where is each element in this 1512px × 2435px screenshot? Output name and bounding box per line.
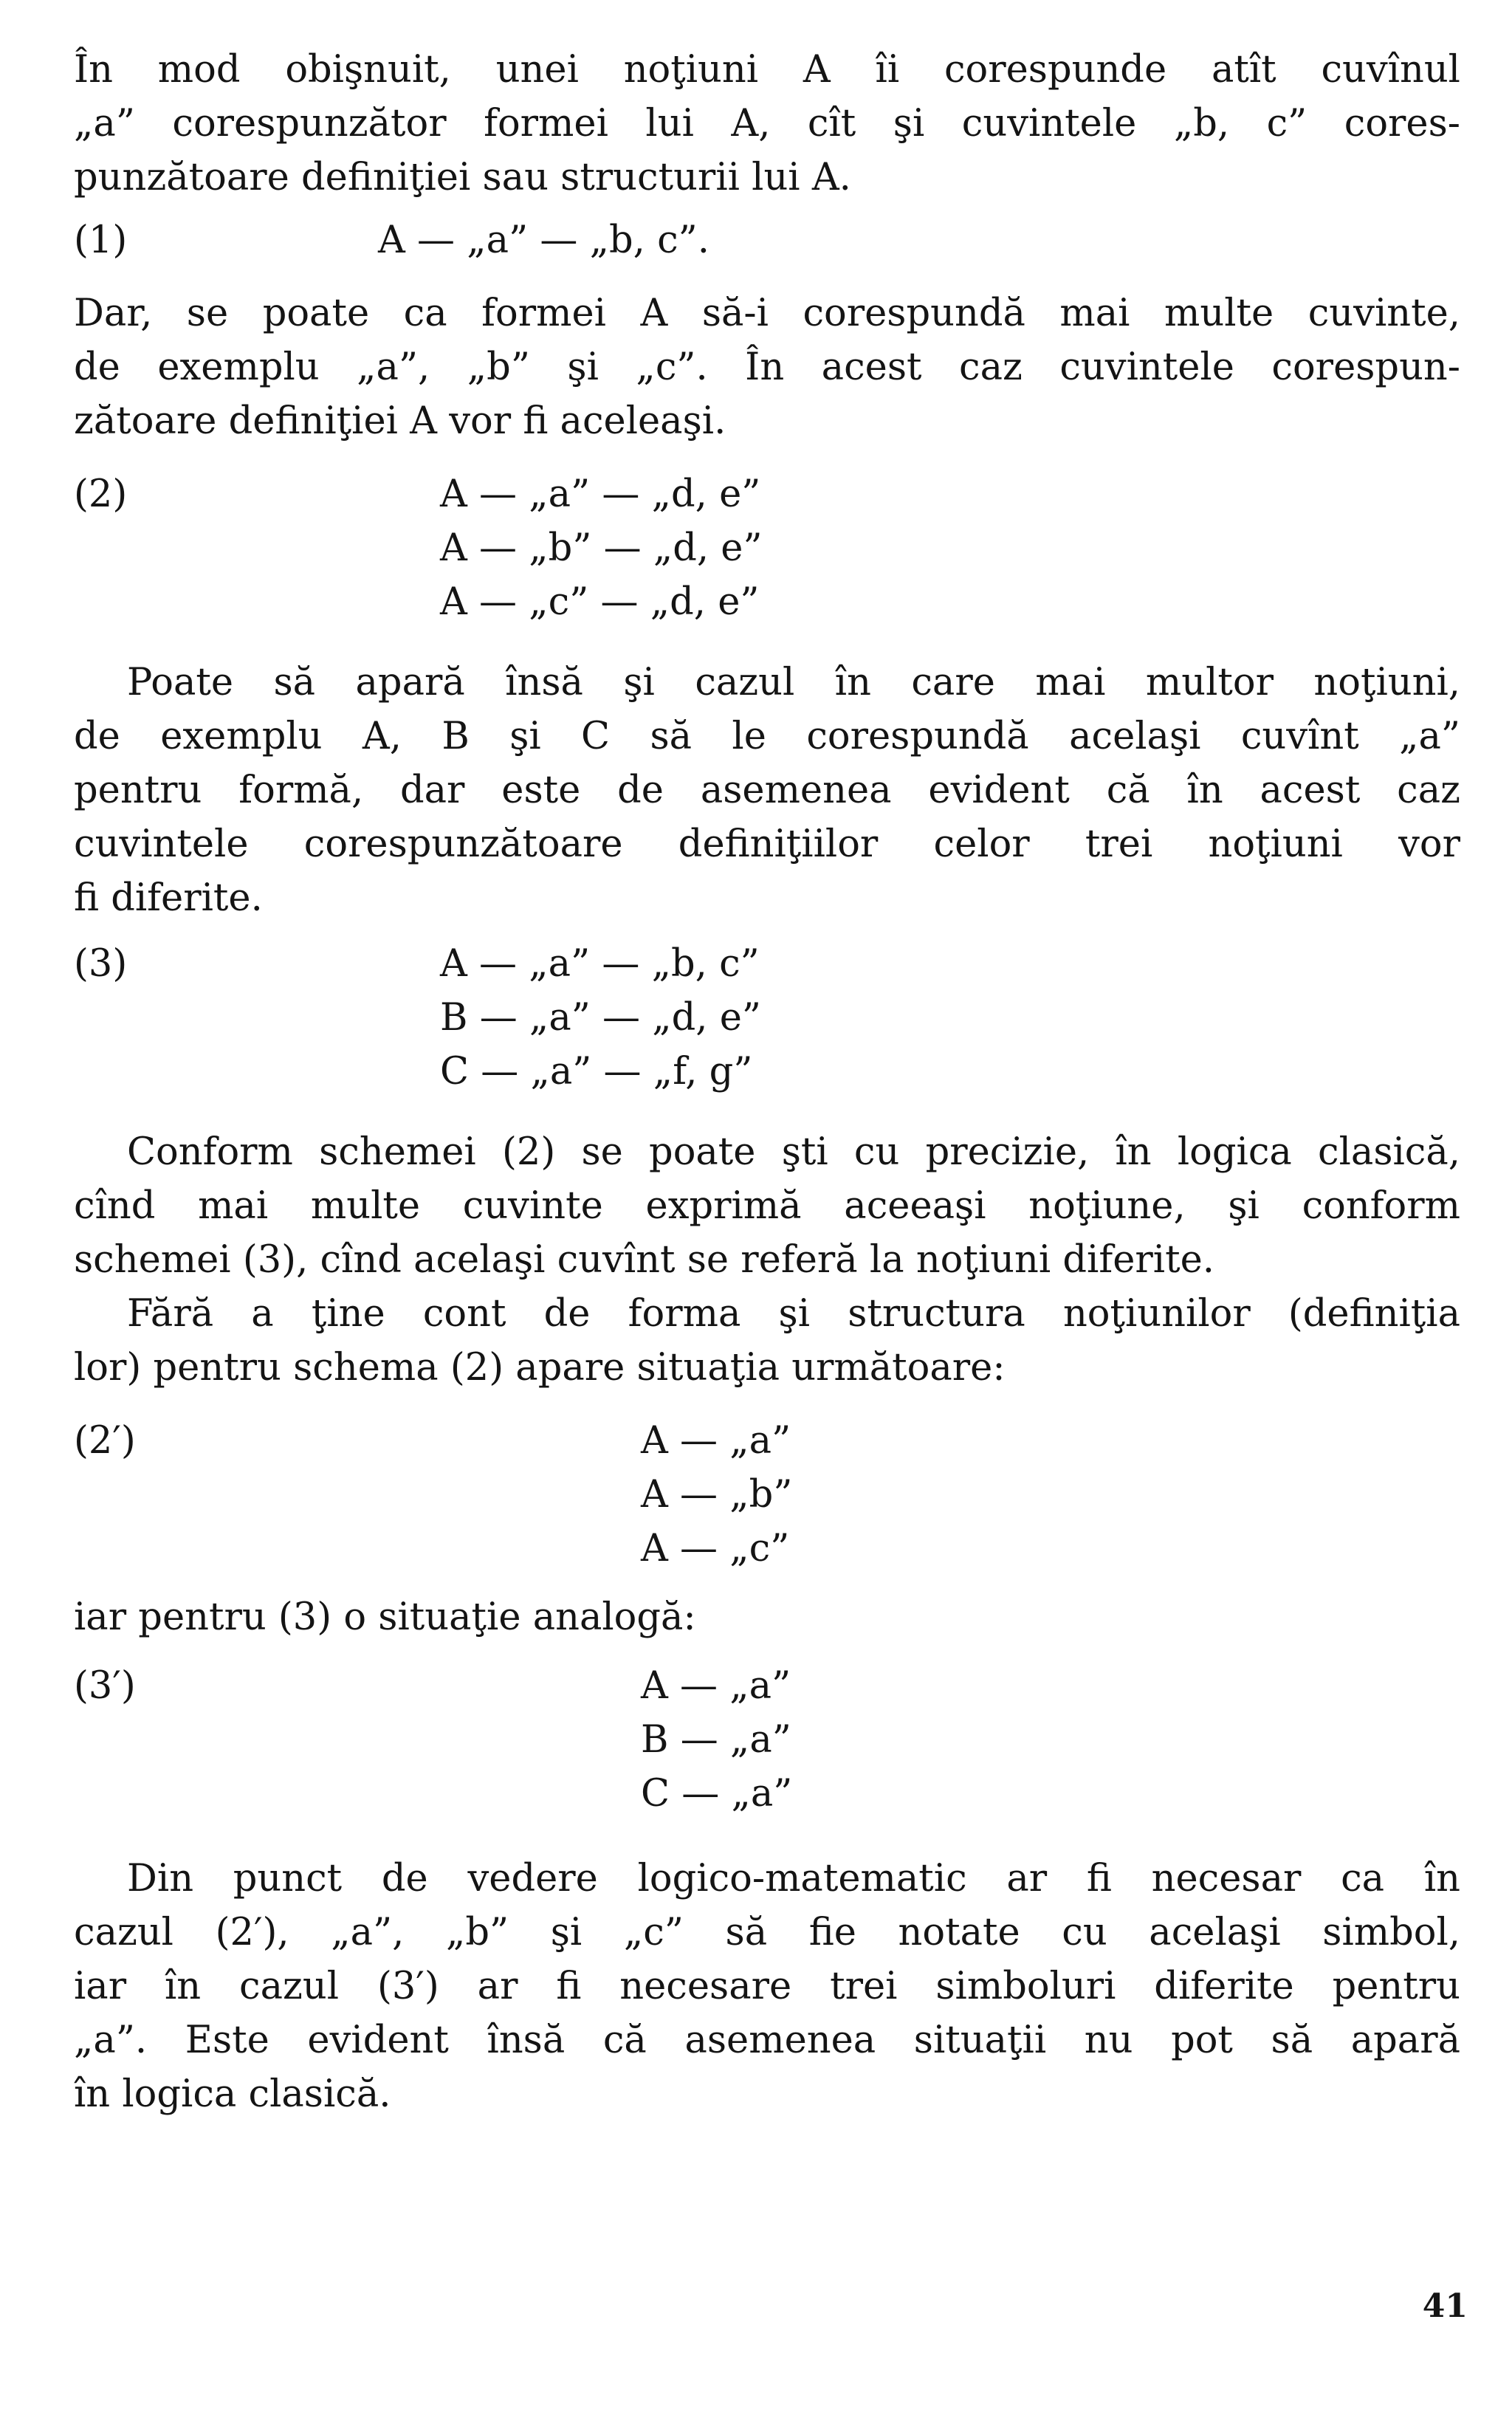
text-line: „a”. Este evident însă că asemenea situaţii nu pot să apară — [74, 2019, 1460, 2062]
formula-row: A — „a” — „b, c”. — [378, 219, 709, 262]
formula-row: A — „b” — „d, e” — [440, 526, 763, 570]
formula-row: C — „a” — „f, g” — [440, 1050, 753, 1093]
text-line: cuvintele corespunzătoare definiţiilor celor trei noţiuni vor — [74, 822, 1460, 866]
text-line: Din punct de vedere logico-matematic ar fi necesar ca în — [127, 1857, 1460, 1900]
formula-row: A — „a” — „b, c” — [440, 942, 760, 986]
formula-row: A — „a” — „d, e” — [440, 473, 761, 516]
text-line: În mod obişnuit, unei noţiuni A îi corespunde atît cuvînul — [74, 48, 1460, 92]
formula-row: A — „b” — [641, 1473, 793, 1517]
formula-number: (2′) — [74, 1419, 136, 1463]
paragraph-3 — [74, 656, 1460, 925]
text-line: schemei (3), cînd acelaşi cuvînt se referă la noţiuni diferite. — [74, 1238, 1214, 1282]
formula-row: A — „a” — [641, 1419, 791, 1463]
formula-2-prime — [74, 1414, 1460, 1576]
text-line: lor) pentru schema (2) apare situaţia următoare: — [74, 1346, 1006, 1390]
text-line: „a” corespunzător formei lui A, cît şi cuvintele „b, c” cores- — [74, 102, 1460, 145]
text-line: fi diferite. — [74, 876, 263, 920]
text-line: Conform schemei (2) se poate şti cu precizie, în logica clasică, — [127, 1130, 1460, 1174]
formula-row: A — „c” — [641, 1527, 790, 1570]
formula-1 — [74, 213, 1460, 267]
paragraph-7 — [74, 1852, 1460, 2121]
text-line: iar în cazul (3′) ar fi necesare trei simboluri diferite pentru — [74, 1965, 1460, 2008]
text-line: pentru formă, dar este de asemenea evident că în acest caz — [74, 769, 1460, 812]
text-line: Dar, se poate ca formei A să-i corespundă mai multe cuvinte, — [74, 292, 1460, 335]
text-line: iar pentru (3) o situaţie analogă: — [74, 1596, 696, 1639]
text-line: în logica clasică. — [74, 2072, 391, 2116]
paragraph-1 — [74, 43, 1460, 205]
text-line: de exemplu A, B şi C să le corespundă acelaşi cuvînt „a” — [74, 715, 1460, 758]
text-line: cazul (2′), „a”, „b” şi „c” să fie notate cu acelaşi simbol, — [74, 1911, 1460, 1954]
text-line: Poate să apară însă şi cazul în care mai multor noţiuni, — [127, 661, 1460, 704]
formula-2 — [74, 467, 1460, 629]
formula-row: A — „a” — [641, 1664, 791, 1708]
formula-3 — [74, 937, 1460, 1099]
paragraph-5 — [74, 1287, 1460, 1395]
formula-row: A — „c” — „d, e” — [440, 580, 760, 624]
formula-row: B — „a” — [641, 1718, 791, 1762]
formula-number: (3) — [74, 942, 128, 986]
text-line: zătoare definiţiei A vor fi aceleaşi. — [74, 399, 726, 443]
paragraph-2 — [74, 286, 1460, 448]
text-line: Fără a ţine cont de forma şi structura noţiunilor (definiţia — [127, 1292, 1460, 1336]
page-number: 41 — [1422, 2287, 1468, 2325]
text-line: cînd mai multe cuvinte exprimă aceeaşi noţiune, şi conform — [74, 1184, 1460, 1228]
paragraph-6 — [74, 1590, 1460, 1644]
formula-3-prime — [74, 1659, 1460, 1821]
text-line: punzătoare definiţiei sau structurii lui A. — [74, 156, 851, 199]
formula-row: C — „a” — [641, 1772, 793, 1816]
paragraph-4 — [74, 1125, 1460, 1287]
formula-number: (1) — [74, 219, 128, 262]
formula-row: B — „a” — „d, e” — [440, 996, 761, 1040]
formula-number: (2) — [74, 473, 128, 516]
text-line: de exemplu „a”, „b” şi „c”. În acest caz cuvintele corespun- — [74, 346, 1460, 389]
page-body — [74, 43, 1460, 2121]
formula-number: (3′) — [74, 1664, 136, 1708]
